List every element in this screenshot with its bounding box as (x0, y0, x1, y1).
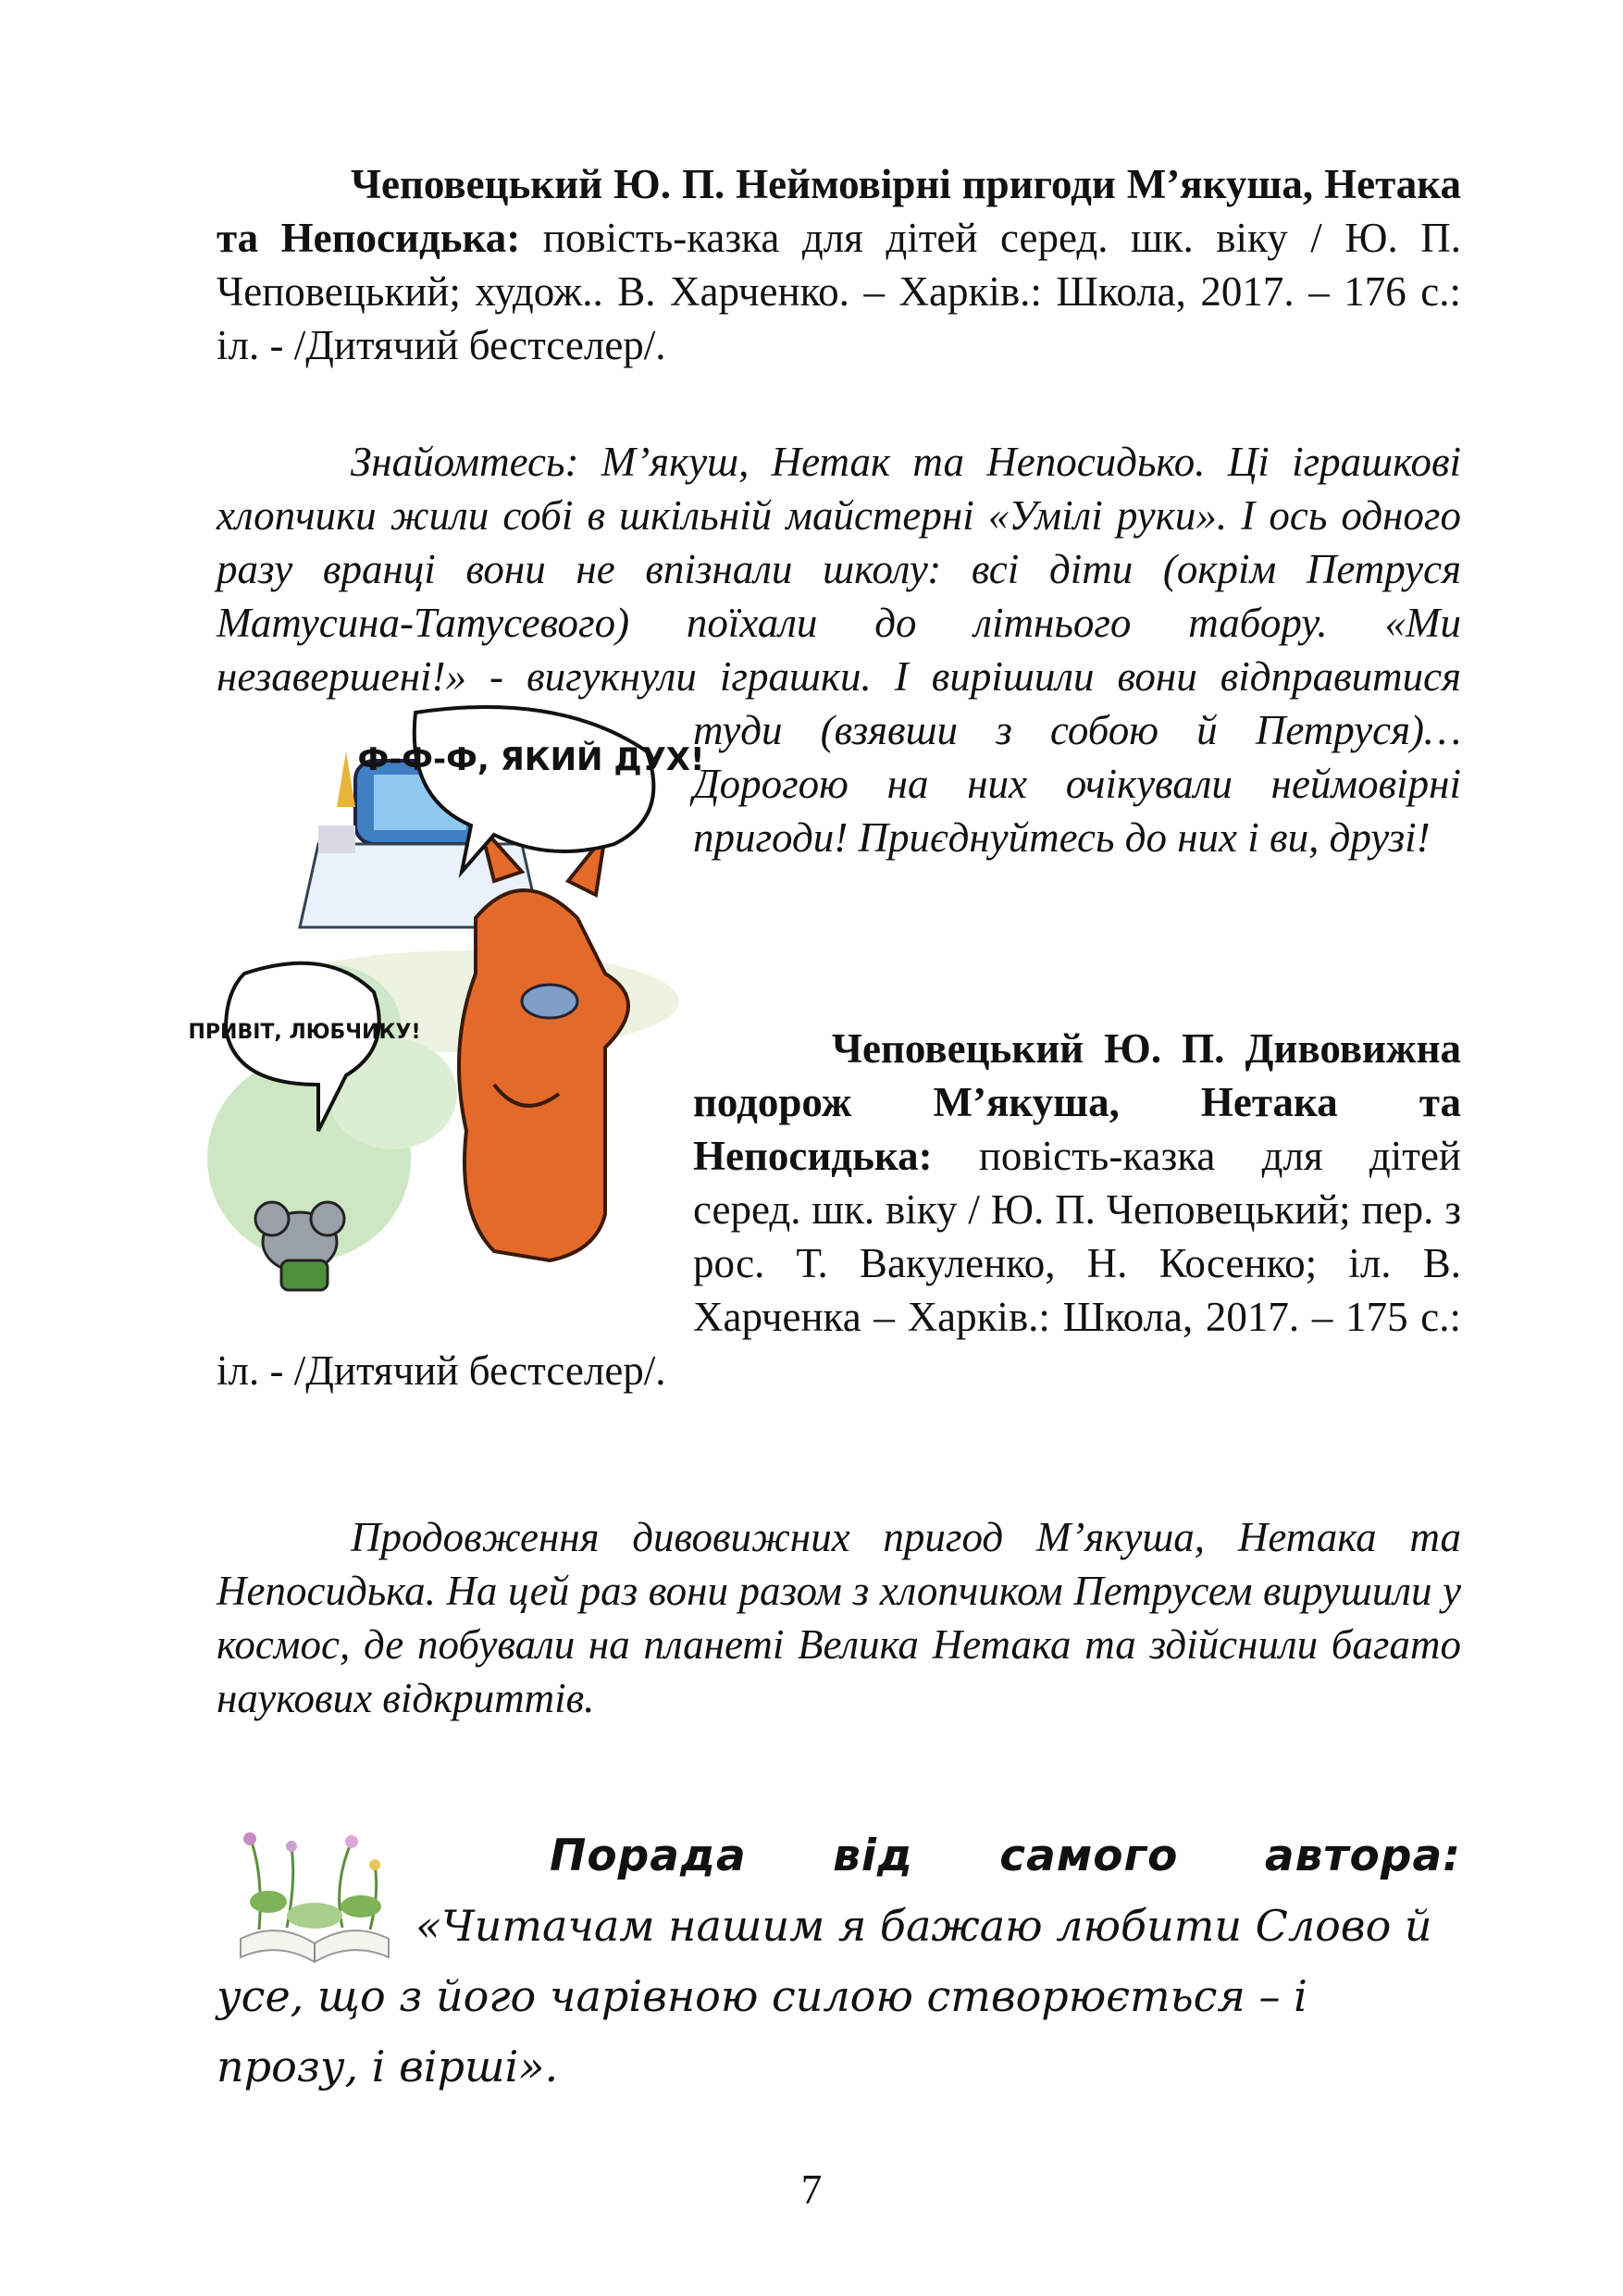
advice-quote-text: «Читачам нашим я бажаю любити Слово й усе, що з його чарівною силою створюється – і прозу, і вірші». (217, 1901, 1432, 2091)
book-annotation-2 (217, 1510, 1461, 1725)
advice-title: Порада від самого автора: (550, 1831, 1461, 1881)
book-entry-1-description: повість-казка для дітей серед. шк. віку / Ю. П. Чеповецький; худож.. В. Харченко. – Харків.: Школа, 2017. – 176 с.: іл. - /Дитячий бестселер/. (217, 215, 1461, 368)
book-entry-2-description: повість-казка для дітей серед. шк. віку / Ю. П. Чеповецький; пер. з рос. Т. Вакуленко, Н. Косенко; іл. В. Харченка – Харків.: Школа, 2017. – 175 с.: іл. - /Дитячий бестселер/. (217, 1133, 1461, 1394)
book-entry-2-heading: Чеповецький Ю. П. Дивовижна подорож М’якуша, Нетака та Непосидька: (693, 1025, 1461, 1179)
advice-quote (217, 1891, 1461, 2102)
annotation-2-text: Продовження дивовижних пригод М’якуша, Нетака та Непосидька. На цей раз вони разом з хлопчиком Петрусем вирушили у космос, де побували на планеті Велика Нетака та здійснили багато наукових відкриттів. (217, 1514, 1461, 1721)
mouse-speech-bubble: ПРИВІТ, ЛЮБЧИКУ! (188, 1021, 421, 1044)
annotation-1-text: Знайомтесь: М’якуш, Нетак та Непосидько. Ці іграшкові хлопчики жили собі в шкільній майстерні «Умілі руки». І ось одного разу вранці вони не впізнали школу: всі діти (окрім Петруся Матусина-Татусевого) поїхали до літнього табору. «Ми незавершені!» - вигукнули іграшки. І вирішили вони відправитися туди (взявши з собою й Петруся)… Дорогою на них очікували неймовірні пригоди! Приєднуйтесь до них і ви, друзі! (217, 439, 1461, 861)
cat-speech-bubble: Ф-Ф-Ф, ЯКИЙ ДУХ! (357, 741, 705, 778)
page-number: 7 (800, 2166, 823, 2213)
book-entry-1-heading: Чеповецький Ю. П. Неймовірні пригоди М’якуша, Нетака та Непосидька: (217, 161, 1461, 261)
cat-and-mouse-illustration (188, 696, 705, 1297)
book-entry-1 (217, 157, 1461, 372)
author-advice (217, 1828, 1461, 2102)
